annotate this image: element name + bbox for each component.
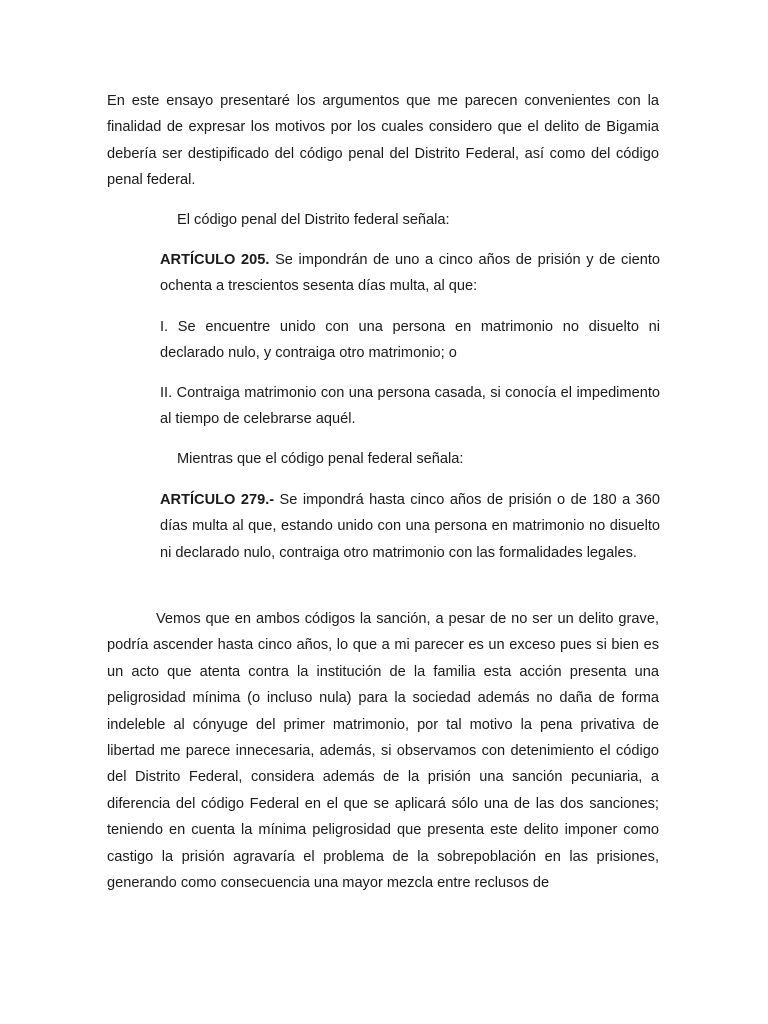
intro-paragraph: En este ensayo presentaré los argumentos que me parecen convenientes con la finalidad de expresar los motivos por los cuales considero que el delito de Bigamia debería ser destipificado del código penal del Distrito Federal, así como del código penal federal. <box>107 93 659 189</box>
article-205 <box>160 247 660 300</box>
fraction-ii: II. Contraiga matrimonio con una persona casada, si conocía el impedimento al tiempo de celebrarse aquél. <box>160 385 660 428</box>
df-code-intro: El código penal del Distrito federal señala: <box>177 212 450 228</box>
article-279 <box>160 487 660 566</box>
federal-code-intro: Mientras que el código penal federal señala: <box>177 451 464 467</box>
article-279-label: ARTÍCULO 279.- <box>160 492 275 508</box>
article-205-label: ARTÍCULO 205. <box>160 252 270 268</box>
analysis-paragraph: Vemos que en ambos códigos la sanción, a pesar de no ser un delito grave, podría ascender hasta cinco años, lo que a mi parecer es un exceso pues si bien es un acto que atenta contra la institución de la familia esta acción presenta una peligrosidad mínima (o incluso nula) para la sociedad además no daña de forma indeleble al cónyuge del primer matrimonio, por tal motivo la pena privativa de libertad me parece innecesaria, además, si observamos con detenimiento el código del Distrito Federal, considera además de la prisión una sanción pecuniaria, a diferencia del código Federal en el que se aplicará sólo una de las dos sanciones; teniendo en cuenta la mínima peligrosidad que presenta este delito imponer como castigo la prisión agravaría el problema de la sobrepoblación en las prisiones, generando como consecuencia una mayor mezcla entre reclusos de <box>107 611 659 892</box>
article-205-text: Se impondrán de uno a cinco años de prisión y de ciento ochenta a trescientos sesenta días multa, al que: <box>160 252 660 295</box>
article-279-text: Se impondrá hasta cinco años de prisión o de 180 a 360 días multa al que, estando unido con una persona en matrimonio no disuelto ni declarado nulo, contraiga otro matrimonio con las formalidades legales. <box>160 492 660 561</box>
fraction-i: I. Se encuentre unido con una persona en matrimonio no disuelto ni declarado nulo, y contraiga otro matrimonio; o <box>160 319 660 362</box>
